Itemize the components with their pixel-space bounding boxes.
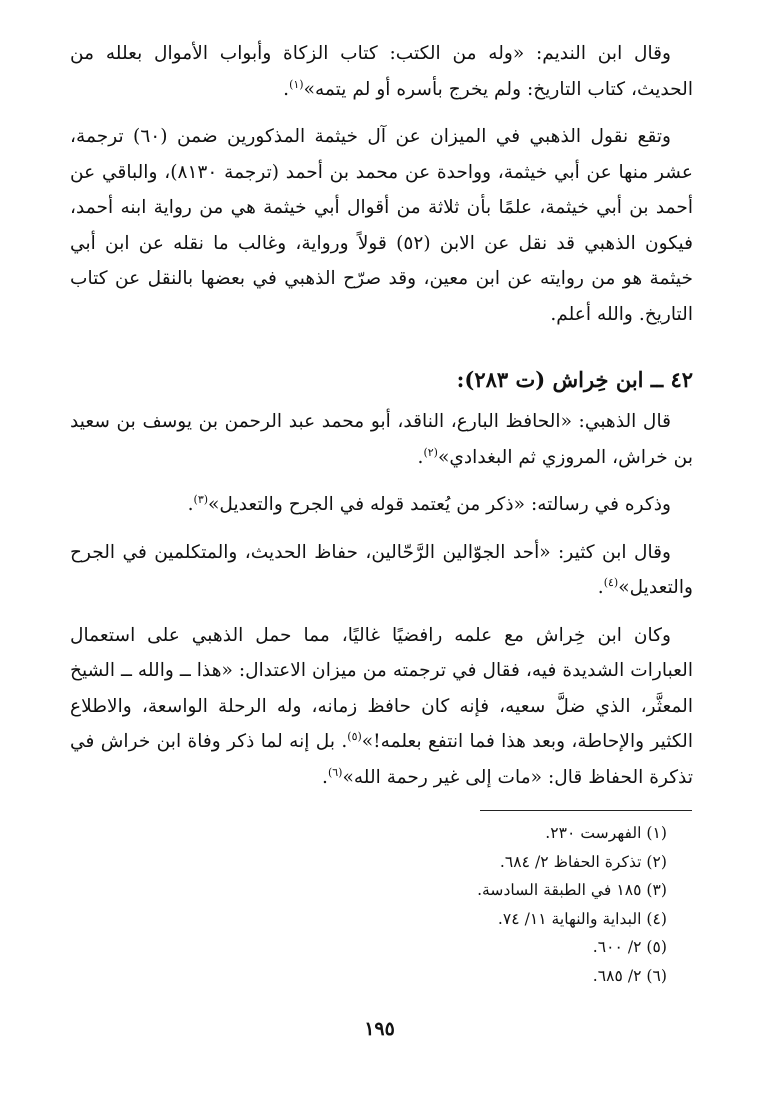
paragraph-text: وتقع نقول الذهبي في الميزان عن آل خيثمة المذكورين ضمن (٦٠) ترجمة، عشر منها عن أبي خيثمة، وواحدة عن محمد بن أحمد (ترجمة ٨١٣٠)، والباقي عن أحمد بن أبي خيثمة، علمًا بأن ثلاثة من أقوال أبي خيثمة هي من رواية ابنه أحمد، فيكون الذهبي قد نقل عن الابن (٥٢) قولاً ورواية، وغالب ما نقله عن ابن أبي خيثمة هو من روايته عن ابن معين، وقد صرّح الذهبي في بعضها بالنقل عن كتاب التاريخ. والله أعلم. (70, 126, 693, 325)
paragraph-end: . (417, 446, 424, 468)
page-number: ١٩٥ (364, 1018, 395, 1040)
paragraph-end: . (597, 577, 604, 598)
paragraph-end: . (187, 494, 194, 515)
paragraph-text-cont: . بل إنه لما ذكر وفاة ابن خراش في تذكرة الحفاظ قال: «مات إلى غير رحمة الله» (70, 731, 693, 788)
paragraph-end: . (322, 766, 328, 788)
paragraph-text: قال الذهبي: «الحافظ البارع، الناقد، أبو محمد عبد الرحمن بن يوسف بن سعيد بن خراش، المروزي ثم البغدادي» (70, 411, 693, 468)
paragraph-ibn-kathir (70, 535, 693, 606)
footnote-divider (480, 810, 692, 811)
paragraph-rafidi (70, 618, 693, 796)
footnotes (327, 819, 667, 991)
paragraph-ibn-al-nadim (70, 36, 693, 107)
footnote-2: (٢) تذكرة الحفاظ ٢/ ٦٨٤. (499, 852, 667, 871)
footnote-ref-3: (٣) (193, 492, 209, 506)
paragraph-text: وقال ابن كثير: «أحد الجوّالين الرَّحّالين، حفاظ الحديث، والمتكلمين في الجرح والتعديل» (70, 541, 693, 598)
footnote-ref-6: (٦) (327, 765, 343, 779)
page-body (70, 36, 693, 807)
footnote-ref-1: (١) (289, 77, 304, 91)
footnote-6: (٦) ٢/ ٦٨٥. (592, 966, 667, 985)
paragraph-risala (70, 487, 693, 523)
footnote-ref-2: (٢) (423, 445, 438, 459)
paragraph-text: وذكره في رسالته: «ذكر من يُعتمد قوله في الجرح والتعديل» (208, 494, 671, 515)
footnote-ref-4: (٤) (603, 575, 619, 589)
paragraph-al-mizan (70, 119, 693, 332)
footnote-3: (٣) ١٨٥ في الطبقة السادسة. (477, 881, 667, 900)
paragraph-dhahabi-quote (70, 404, 693, 475)
paragraph-text: وقال ابن النديم: «وله من الكتب: كتاب الزكاة وأبواب الأموال بعلله من الحديث، كتاب التاريخ: ولم يخرج بأسره أو لم يتمه» (70, 43, 693, 100)
paragraph-text: وكان ابن خِراش مع علمه رافضيًا غاليًا، مما حمل الذهبي على استعمال العبارات الشديدة فيه، فقال في ترجمته من ميزان الاعتدال: «هذا ــ والله ــ الشيخ المعثَّر، الذي ضلَّ سعيه، فإنه كان حافظ زمانه، وله الرحلة الواسعة، والاطلاع الكثير والإحاطة، وبعد هذا فما انتفع بعلمه!» (70, 624, 693, 752)
footnote-1: (١) الفهرست ٢٣٠. (545, 824, 667, 842)
footnote-ref-5: (٥) (347, 729, 362, 743)
footnote-4: (٤) البداية والنهاية ١١/ ٧٤. (497, 909, 667, 928)
paragraph-end: . (283, 78, 290, 100)
footnote-5: (٥) ٢/ ٦٠٠. (592, 938, 667, 957)
section-heading: ٤٢ ــ ابن خِراش (ت ٢٨٣): (456, 367, 693, 392)
